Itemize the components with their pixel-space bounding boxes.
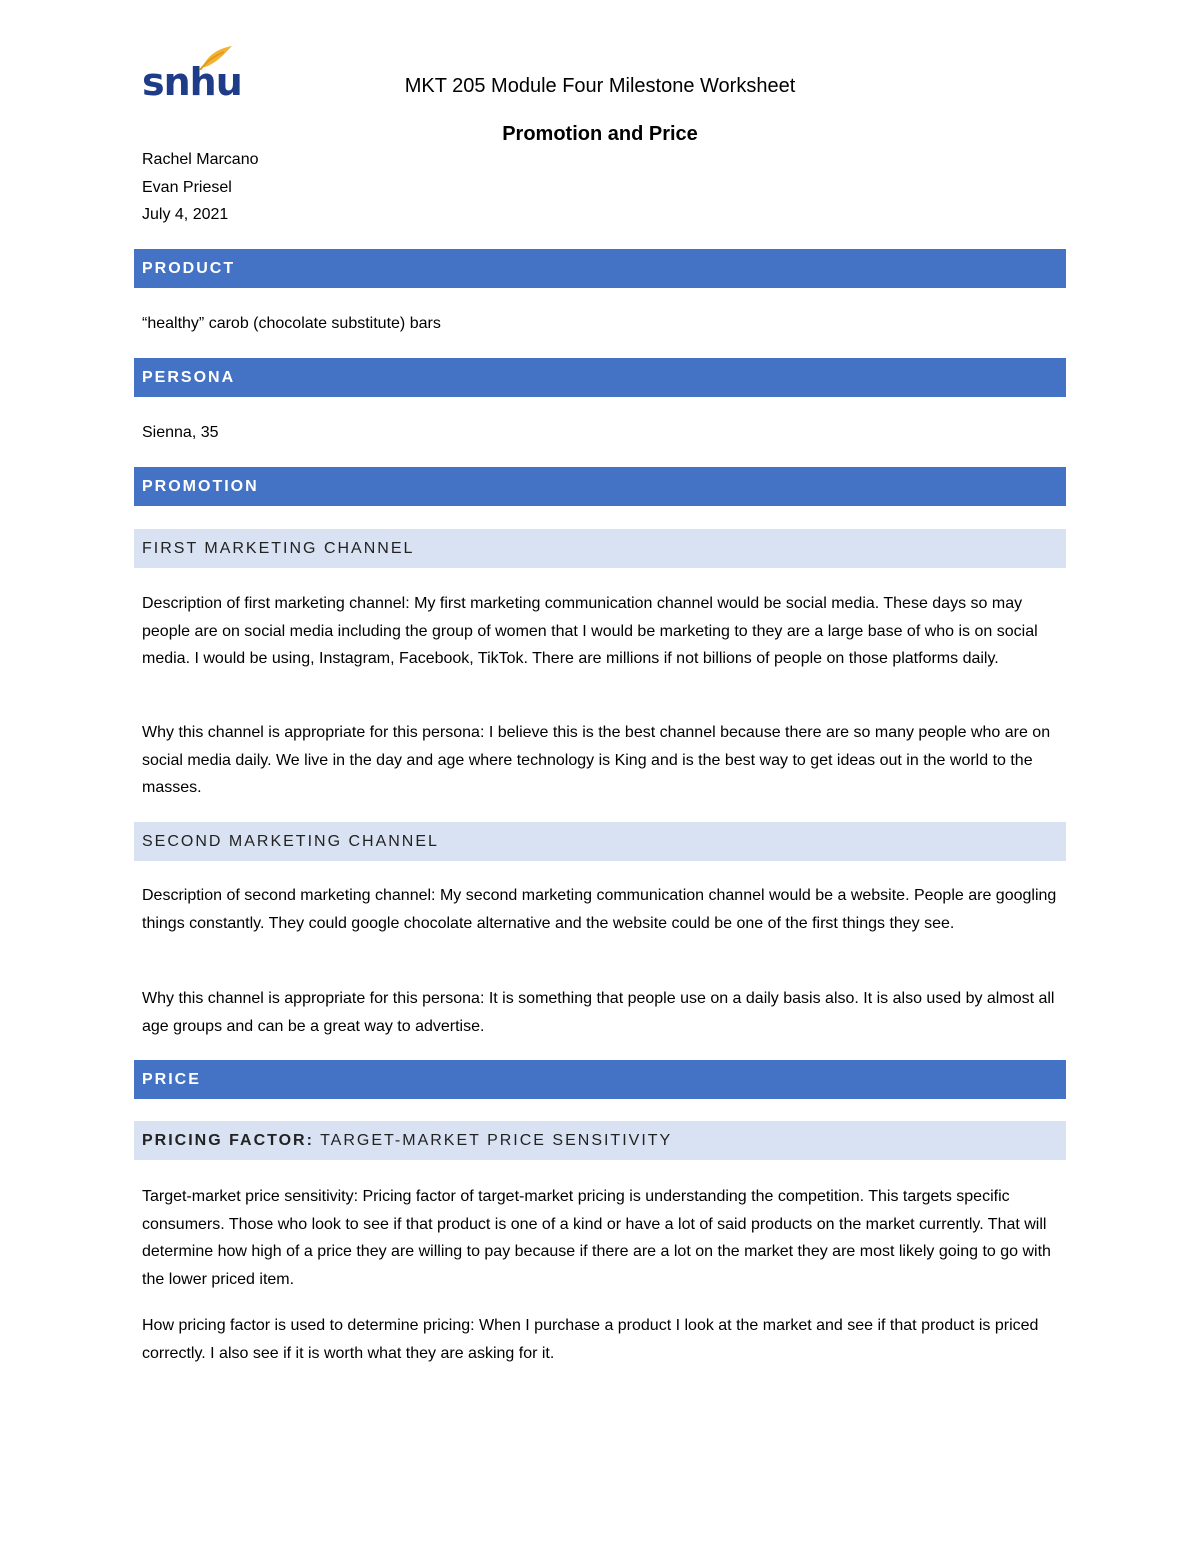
persona-text: Sienna, 35 xyxy=(142,424,219,441)
pricing-factor-label: PRICING FACTOR: xyxy=(142,1132,314,1149)
subsection-header-pricing-factor xyxy=(134,1121,1066,1160)
product-text: “healthy” carob (chocolate substitute) bars xyxy=(142,315,441,332)
second-channel-description: Description of second marketing channel: My second marketing communication channel would be a website. People are googling things constantly. They could google chocolate alternative and the website could be one of the first things they see. xyxy=(142,887,1057,932)
document-title: MKT 205 Module Four Milestone Worksheet xyxy=(404,75,796,97)
author-name-1: Rachel Marcano xyxy=(142,151,259,168)
first-channel-description: Description of first marketing channel: My first marketing communication channel would be social media. These days so may people are on social media including the group of women that I would be marketing to they are a large base of who is on social media. I would be using, Instagram, Facebook, TikTok. There are millions if not billions of people on those platforms daily. xyxy=(142,595,1038,667)
subsection-header-second-channel: SECOND MARKETING CHANNEL xyxy=(134,822,1066,861)
section-header-persona: PERSONA xyxy=(134,358,1066,397)
pricing-determination-text: How pricing factor is used to determine pricing: When I purchase a product I look at the market and see if that product is priced correctly. I also see if it is worth what they are asking for it. xyxy=(142,1317,1039,1362)
logo-text: snhu xyxy=(142,60,242,104)
second-channel-why: Why this channel is appropriate for this persona: It is something that people use on a daily basis also. It is also used by almost all age groups and can be a great way to advertise. xyxy=(142,990,1055,1035)
document-subtitle: Promotion and Price xyxy=(502,123,698,145)
author-name-2: Evan Priesel xyxy=(142,178,232,196)
subsection-header-first-channel: FIRST MARKETING CHANNEL xyxy=(134,529,1066,568)
section-header-price: PRICE xyxy=(134,1060,1066,1099)
price-sensitivity-text: Target-market price sensitivity: Pricing factor of target-market pricing is understanding the competition. This targets specific consumers. Those who look to see if that product is one of a kind or have a lot of said products on the market currently. That will determine how high of a price they are willing to pay because if there are a lot on the market they are most likely going to go with the lower priced item. xyxy=(142,1188,1051,1288)
pricing-factor-value: TARGET-MARKET PRICE SENSITIVITY xyxy=(313,1132,673,1149)
section-header-product: PRODUCT xyxy=(134,249,1066,288)
section-header-promotion: PROMOTION xyxy=(134,467,1066,506)
first-channel-why: Why this channel is appropriate for this persona: I believe this is the best channel because there are so many people who are on social media daily. We live in the day and age where technology is King and is the best way to get ideas out in the world to the masses. xyxy=(142,724,1051,796)
author-block xyxy=(142,146,259,229)
document-date: July 4, 2021 xyxy=(142,206,229,223)
